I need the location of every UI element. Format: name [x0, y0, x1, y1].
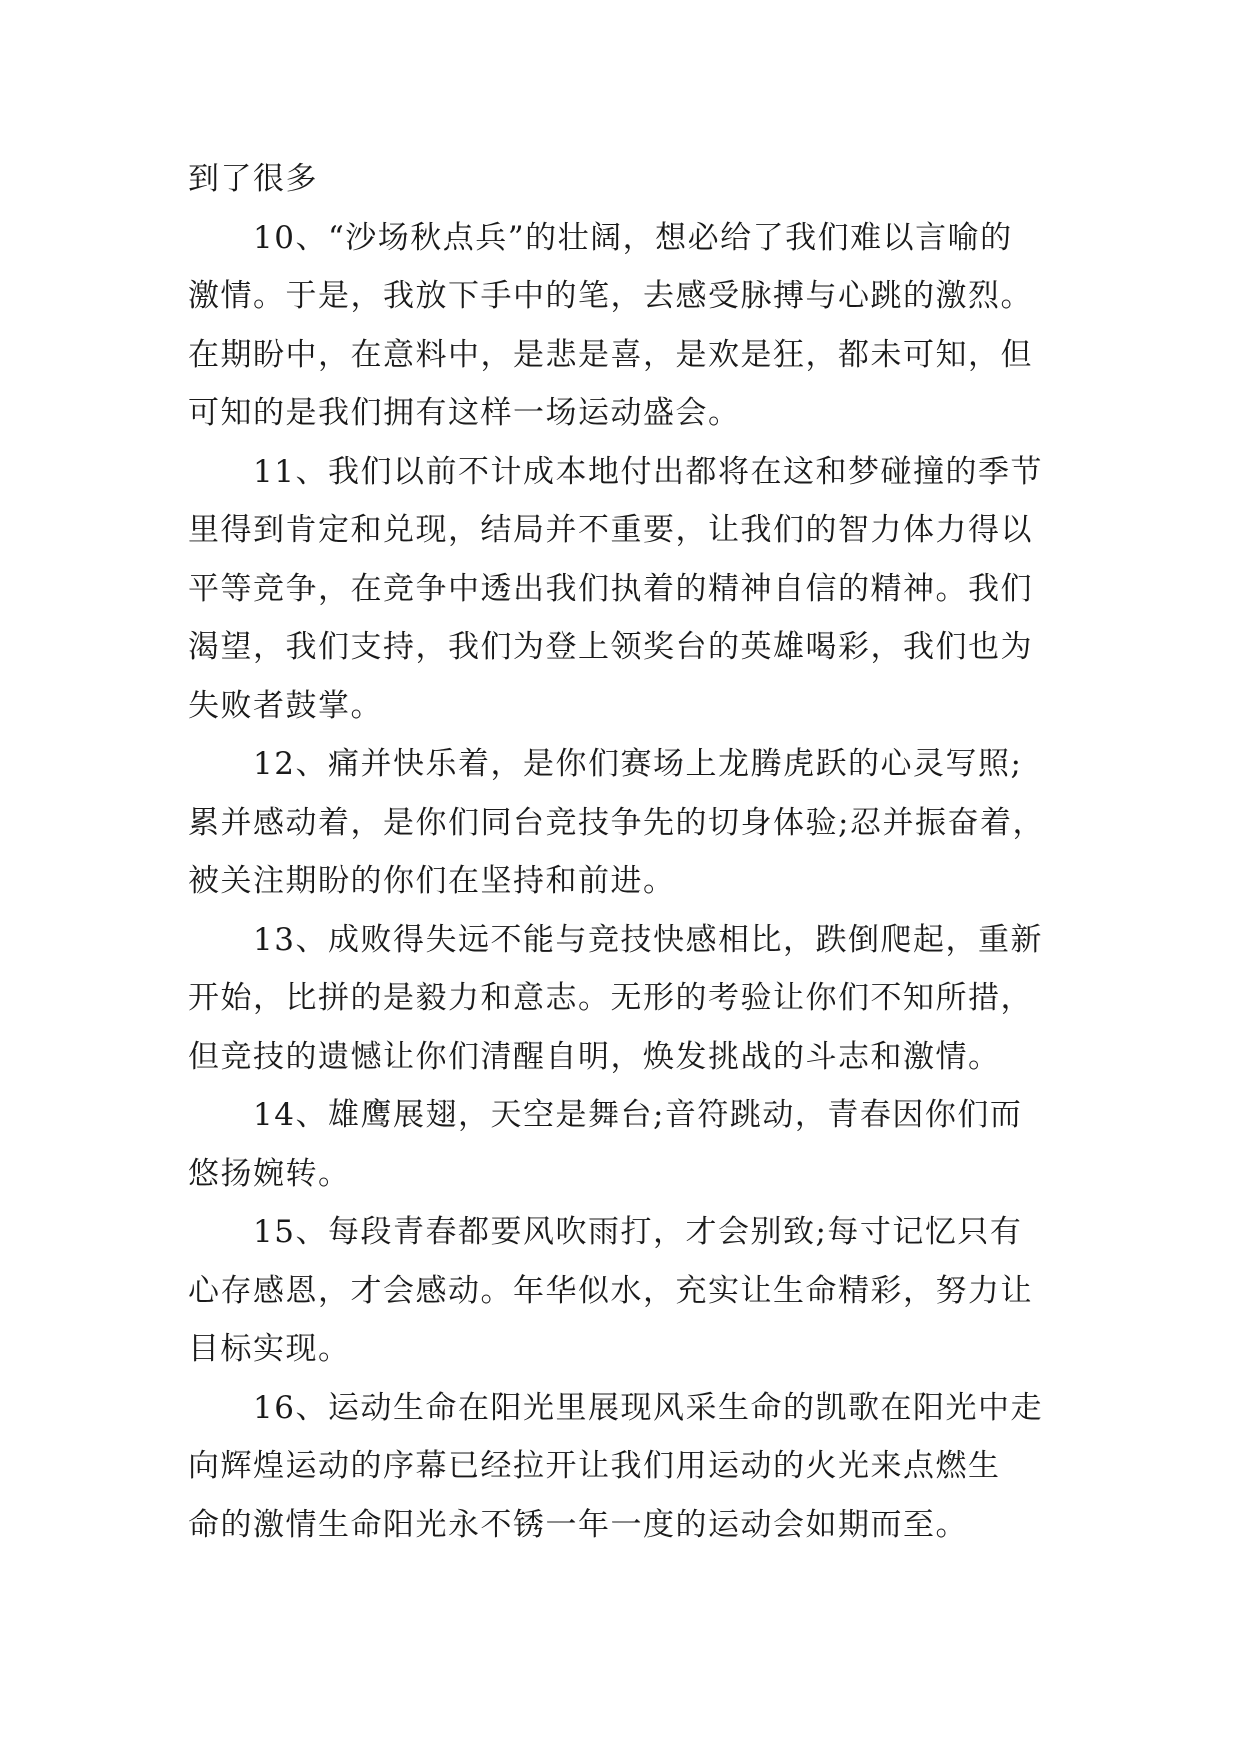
- document-body: [188, 150, 1068, 1554]
- text-line: 向辉煌运动的序幕已经拉开让我们用运动的火光来点燃生: [188, 1448, 1001, 1484]
- text-line: 悠扬婉转。: [188, 1155, 351, 1192]
- text-line: 里得到肯定和兑现，结局并不重要，让我们的智力体力得以: [188, 512, 1033, 548]
- text-line: 13、成败得失远不能与竞技快感相比，跌倒爬起，重新: [253, 921, 1043, 958]
- text-line: 心存感恩，才会感动。年华似水，充实让生命精彩，努力让: [188, 1272, 1033, 1309]
- text-line: 平等竞争，在竞争中透出我们执着的精神自信的精神。我们: [188, 570, 1033, 607]
- text-line: 12、痛并快乐着，是你们赛场上龙腾虎跃的心灵写照;: [253, 746, 1023, 782]
- text-line: 命的激情生命阳光永不锈一年一度的运动会如期而至。: [188, 1506, 968, 1543]
- text-line: 到了很多: [188, 161, 318, 197]
- text-line: 被关注期盼的你们在坚持和前进。: [188, 863, 676, 899]
- text-line: 但竞技的遗憾让你们清醒自明，焕发挑战的斗志和激情。: [188, 1038, 1001, 1075]
- text-line: 渴望，我们支持，我们为登上领奖台的英雄喝彩，我们也为: [188, 629, 1033, 665]
- text-line: 失败者鼓掌。: [188, 687, 383, 724]
- text-line: 激情。于是，我放下手中的笔，去感受脉搏与心跳的激烈。: [188, 278, 1033, 314]
- text-line: 在期盼中，在意料中，是悲是喜，是欢是狂，都未可知，但: [188, 336, 1033, 373]
- text-line: 10、“沙场秋点兵”的壮阔，想必给了我们难以言喻的: [253, 219, 1013, 256]
- text-line: 可知的是我们拥有这样一场运动盛会。: [188, 395, 741, 431]
- text-line: 14、雄鹰展翅，天空是舞台;音符跳动，青春因你们而: [253, 1097, 1023, 1133]
- text-line: 16、运动生命在阳光里展现风采生命的凯歌在阳光中走: [253, 1389, 1043, 1426]
- text-line: 开始，比拼的是毅力和意志。无形的考验让你们不知所措，: [188, 980, 1033, 1016]
- text-line: 目标实现。: [188, 1331, 351, 1367]
- text-line: 11、我们以前不计成本地付出都将在这和梦碰撞的季节: [253, 453, 1043, 490]
- text-line: 15、每段青春都要风吹雨打，才会别致;每寸记忆只有: [253, 1214, 1023, 1250]
- text-line: 累并感动着，是你们同台竞技争先的切身体验;忍并振奋着，: [188, 804, 1045, 841]
